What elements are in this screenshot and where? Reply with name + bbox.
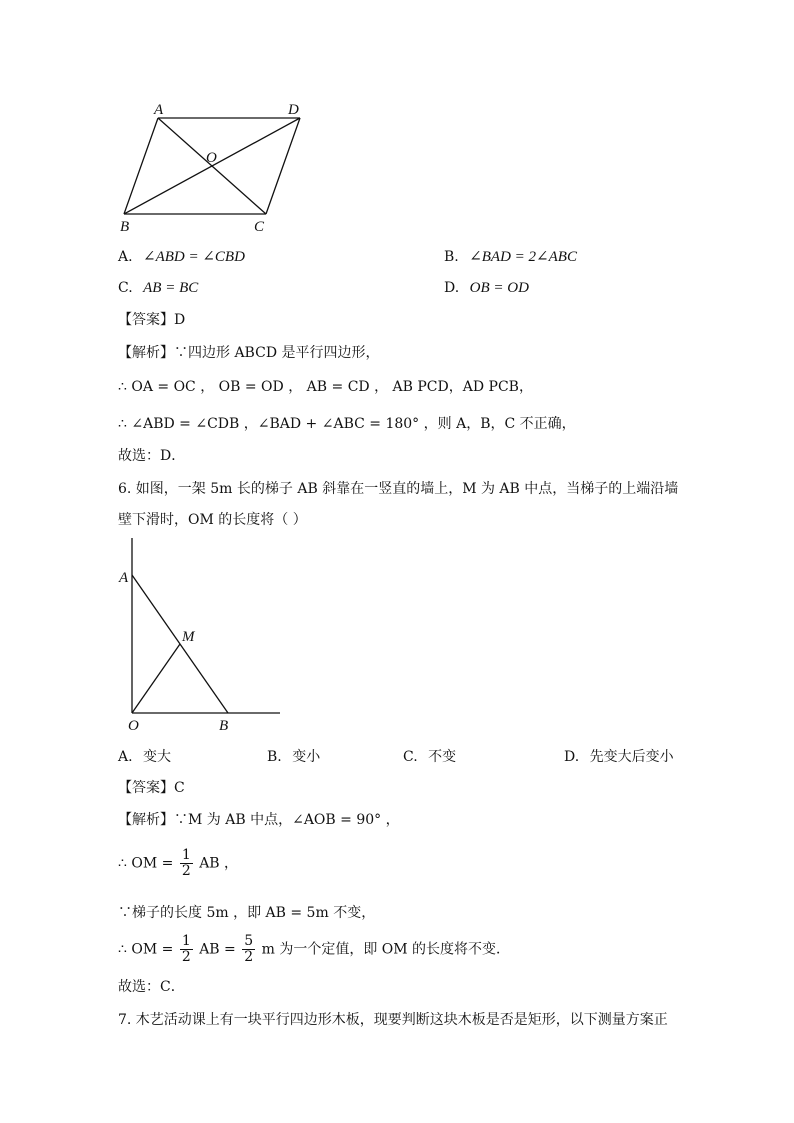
option-text: 变大 bbox=[143, 749, 172, 765]
q6-analysis-line2 bbox=[118, 848, 238, 879]
q5-analysis-line3: ∴ ∠ABD = ∠CDB ，∠BAD + ∠ABC = 180° ，则 A，B，C 不正确， bbox=[118, 416, 576, 432]
option-letter: C. bbox=[403, 749, 418, 765]
q6-stem-line1: 6. 如图，一架 5m 长的梯子 AB 斜靠在一竖直的墙上，M 为 AB 中点，当梯子的上端沿墙 bbox=[118, 481, 679, 497]
q5-answer bbox=[118, 310, 185, 330]
fraction-numerator: 5 bbox=[244, 933, 254, 949]
label-o: O bbox=[128, 718, 139, 734]
q6-analysis-line4 bbox=[118, 934, 510, 965]
equation-text: AB = bbox=[199, 941, 236, 958]
q6-analysis-line1 bbox=[118, 810, 400, 830]
label-d: D bbox=[288, 102, 299, 118]
option-text: 先变大后变小 bbox=[589, 749, 674, 765]
equation-text: m 为一个定值，即 OM 的长度将不变． bbox=[261, 941, 511, 958]
option-letter: A. bbox=[118, 249, 133, 265]
fraction-numerator: 1 bbox=[181, 933, 191, 949]
label-o: O bbox=[206, 150, 217, 166]
q6-option-b bbox=[267, 747, 320, 767]
fraction-one-half bbox=[180, 934, 193, 965]
q5-option-c bbox=[118, 278, 198, 298]
q5-option-b bbox=[444, 247, 577, 267]
edge-ab bbox=[124, 118, 158, 214]
label-m: M bbox=[182, 629, 195, 645]
ladder-figure bbox=[110, 530, 290, 735]
option-letter: B. bbox=[444, 249, 459, 265]
q6-stem-line2: 壁下滑时，OM 的长度将（ ） bbox=[118, 512, 307, 528]
fraction-five-halves bbox=[242, 934, 255, 965]
segment-om bbox=[132, 644, 180, 713]
option-text: 变小 bbox=[292, 749, 321, 765]
analysis-text: ∵M 为 AB 中点，∠AOB = 90° ， bbox=[174, 812, 400, 828]
q6-analysis-line3: ∵梯子的长度 5m ，即 AB = 5m 不变， bbox=[118, 905, 376, 921]
fraction-denominator: 2 bbox=[181, 863, 191, 879]
equation-text: ∴ OM = bbox=[118, 941, 174, 958]
option-letter: A. bbox=[118, 749, 133, 765]
fraction-numerator: 1 bbox=[181, 847, 191, 863]
answer-label: 【答案】 bbox=[118, 312, 174, 328]
answer-label: 【答案】 bbox=[118, 780, 174, 796]
edge-dc bbox=[266, 118, 300, 214]
q6-option-a bbox=[118, 747, 171, 767]
label-b: B bbox=[120, 219, 130, 235]
fraction-one-half bbox=[180, 848, 193, 879]
q6-option-c bbox=[403, 747, 456, 767]
equation-text: ∴ OM = bbox=[118, 855, 174, 872]
diagonal-bd bbox=[124, 118, 300, 214]
q5-analysis-line1 bbox=[118, 343, 380, 363]
label-a: A bbox=[154, 102, 164, 118]
fraction-denominator: 2 bbox=[181, 949, 191, 965]
q5-option-d bbox=[444, 278, 529, 298]
option-text: OB = OD bbox=[469, 280, 529, 296]
option-letter: D. bbox=[564, 749, 580, 765]
option-letter: D. bbox=[444, 280, 460, 296]
analysis-label: 【解析】 bbox=[118, 345, 174, 361]
option-text: AB = BC bbox=[143, 280, 199, 296]
parallelogram-figure bbox=[110, 98, 320, 238]
option-letter: B. bbox=[267, 749, 282, 765]
option-text: 不变 bbox=[428, 749, 457, 765]
answer-value: D bbox=[174, 312, 186, 328]
label-b: B bbox=[219, 718, 229, 734]
q6-answer bbox=[118, 778, 185, 798]
option-letter: C. bbox=[118, 280, 133, 296]
analysis-label: 【解析】 bbox=[118, 812, 174, 828]
answer-value: C bbox=[174, 780, 185, 796]
fraction-denominator: 2 bbox=[244, 949, 254, 965]
option-text: ∠BAD = 2∠ABC bbox=[469, 249, 577, 265]
label-c: C bbox=[254, 219, 265, 235]
q5-analysis-line2: ∴ OA = OC ， OB = OD ， AB = CD ， AB PCD，AD PCB， bbox=[118, 379, 533, 395]
q7-stem-line1: 7. 木艺活动课上有一块平行四边形木板，现要判断这块木板是否是矩形，以下测量方案正 bbox=[118, 1012, 668, 1028]
q6-conclusion: 故选：C． bbox=[118, 979, 185, 995]
equation-text: AB ， bbox=[199, 855, 239, 872]
analysis-text: ∵四边形 ABCD 是平行四边形， bbox=[174, 345, 380, 361]
q5-option-a bbox=[118, 247, 245, 267]
q5-conclusion: 故选：D． bbox=[118, 448, 186, 464]
label-a: A bbox=[119, 570, 129, 586]
option-text: ∠ABD = ∠CBD bbox=[143, 249, 245, 265]
q6-option-d bbox=[564, 747, 674, 767]
